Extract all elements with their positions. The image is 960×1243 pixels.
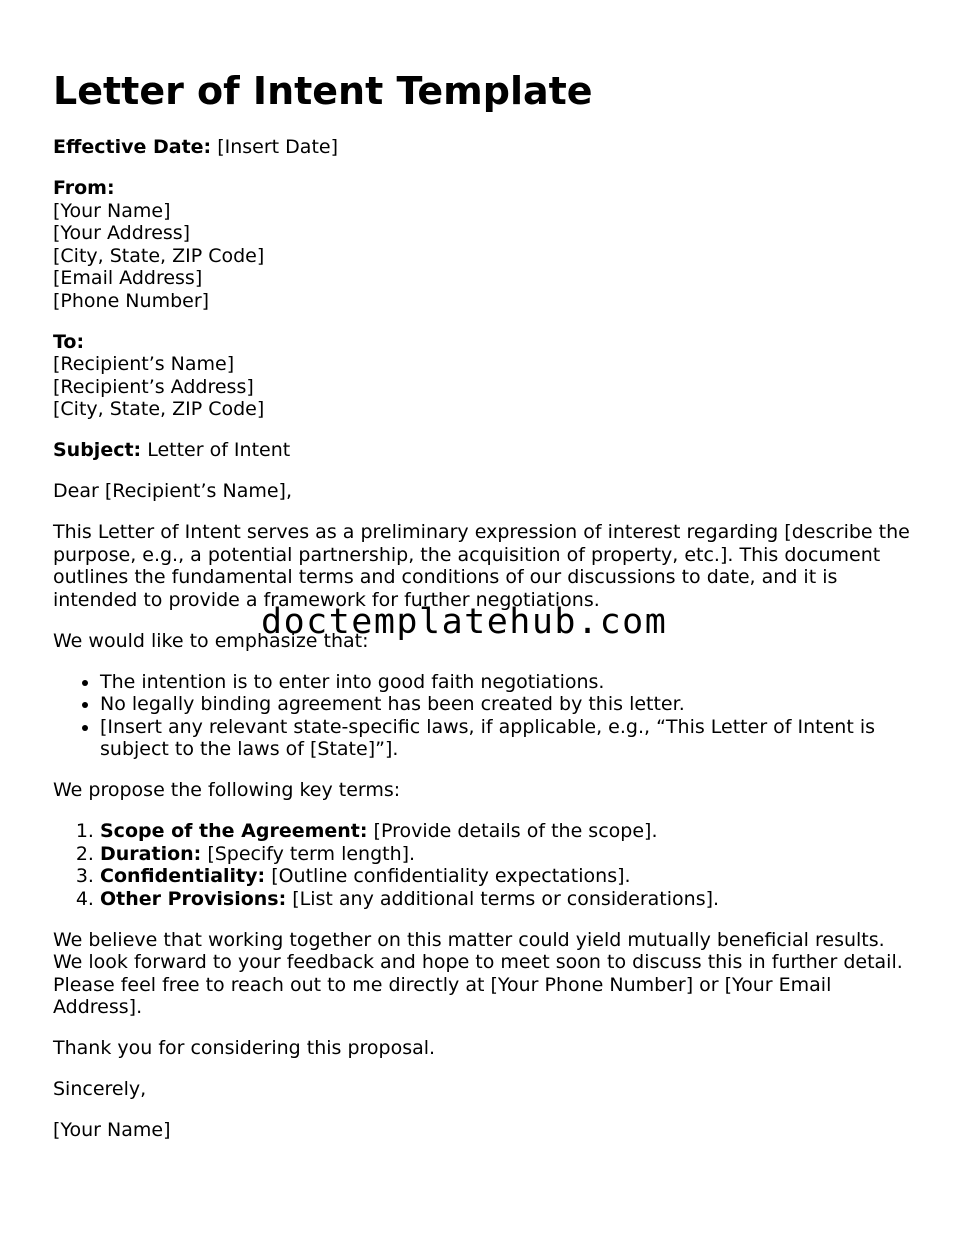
effective-date-value: [Insert Date] [217, 136, 338, 158]
from-line: [Email Address] [53, 267, 203, 289]
emphasis-list [53, 671, 913, 761]
from-block [53, 177, 913, 312]
from-line: [Your Name] [53, 199, 171, 222]
term-text: [Specify term length]. [207, 842, 416, 865]
emphasize-intro: We would like to emphasize that: [53, 629, 369, 652]
from-line: [City, State, ZIP Code] [53, 244, 265, 267]
term-text: [Outline confidentiality expectations]. [271, 865, 631, 887]
subject-line [53, 439, 913, 462]
subject-value: Letter of Intent [147, 439, 291, 461]
to-line: [Recipient’s Address] [53, 375, 254, 398]
term-text: [Provide details of the scope]. [373, 820, 658, 842]
term-label: Duration: [100, 842, 202, 865]
from-line: [Your Address] [53, 222, 191, 244]
term-item [100, 820, 913, 843]
sign-off: Sincerely, [53, 1078, 147, 1100]
from-label: From: [53, 177, 115, 199]
term-label: Scope of the Agreement: [100, 820, 368, 842]
thanks-line: Thank you for considering this proposal. [53, 1037, 436, 1059]
list-item: • No legally binding agreement has been created by this letter. [100, 693, 913, 716]
term-text: [List any additional terms or considerations]. [292, 887, 720, 910]
document-title: Letter of Intent Template [53, 69, 593, 113]
list-item: • The intention is to enter into good faith negotiations. [100, 671, 913, 694]
salutation: Dear [Recipient’s Name], [53, 480, 292, 502]
terms-intro: We propose the following key terms: [53, 779, 401, 801]
terms-list [53, 820, 913, 910]
effective-date-line [53, 136, 913, 159]
term-label: Other Provisions: [100, 887, 287, 910]
term-item [100, 888, 913, 911]
to-line: [Recipient’s Name] [53, 353, 235, 375]
term-item [100, 865, 913, 888]
term-item [100, 843, 913, 866]
from-line: [Phone Number] [53, 289, 210, 312]
watermark: doctemplatehub.com [261, 602, 668, 642]
list-item: • [Insert any relevant state-specific laws, if applicable, e.g., “This Letter of Intent is subject to the laws of [State]”]. [100, 716, 913, 761]
to-block [53, 331, 913, 421]
closing-paragraph: We believe that working together on this matter could yield mutually beneficial results. We look forward to your feedback and hope to meet soon to discuss this in further detail. Please feel free to reach out to me directly at [Your Phone Number] or [Your Email Address]. [53, 928, 903, 1018]
to-label: To: [53, 330, 85, 353]
effective-date-label: Effective Date: [53, 136, 212, 158]
term-label: Confidentiality: [100, 865, 266, 887]
signature: [Your Name] [53, 1119, 171, 1141]
to-line: [City, State, ZIP Code] [53, 398, 265, 420]
intro-paragraph: This Letter of Intent serves as a preliminary expression of interest regarding [describe the purpose, e.g., a potential partnership, the acquisition of property, etc.]. This document outlines the fundamental terms and conditions of our discussions to date, and it is intended to provide a framework for further negotiations. [53, 521, 910, 611]
subject-label: Subject: [53, 439, 142, 461]
